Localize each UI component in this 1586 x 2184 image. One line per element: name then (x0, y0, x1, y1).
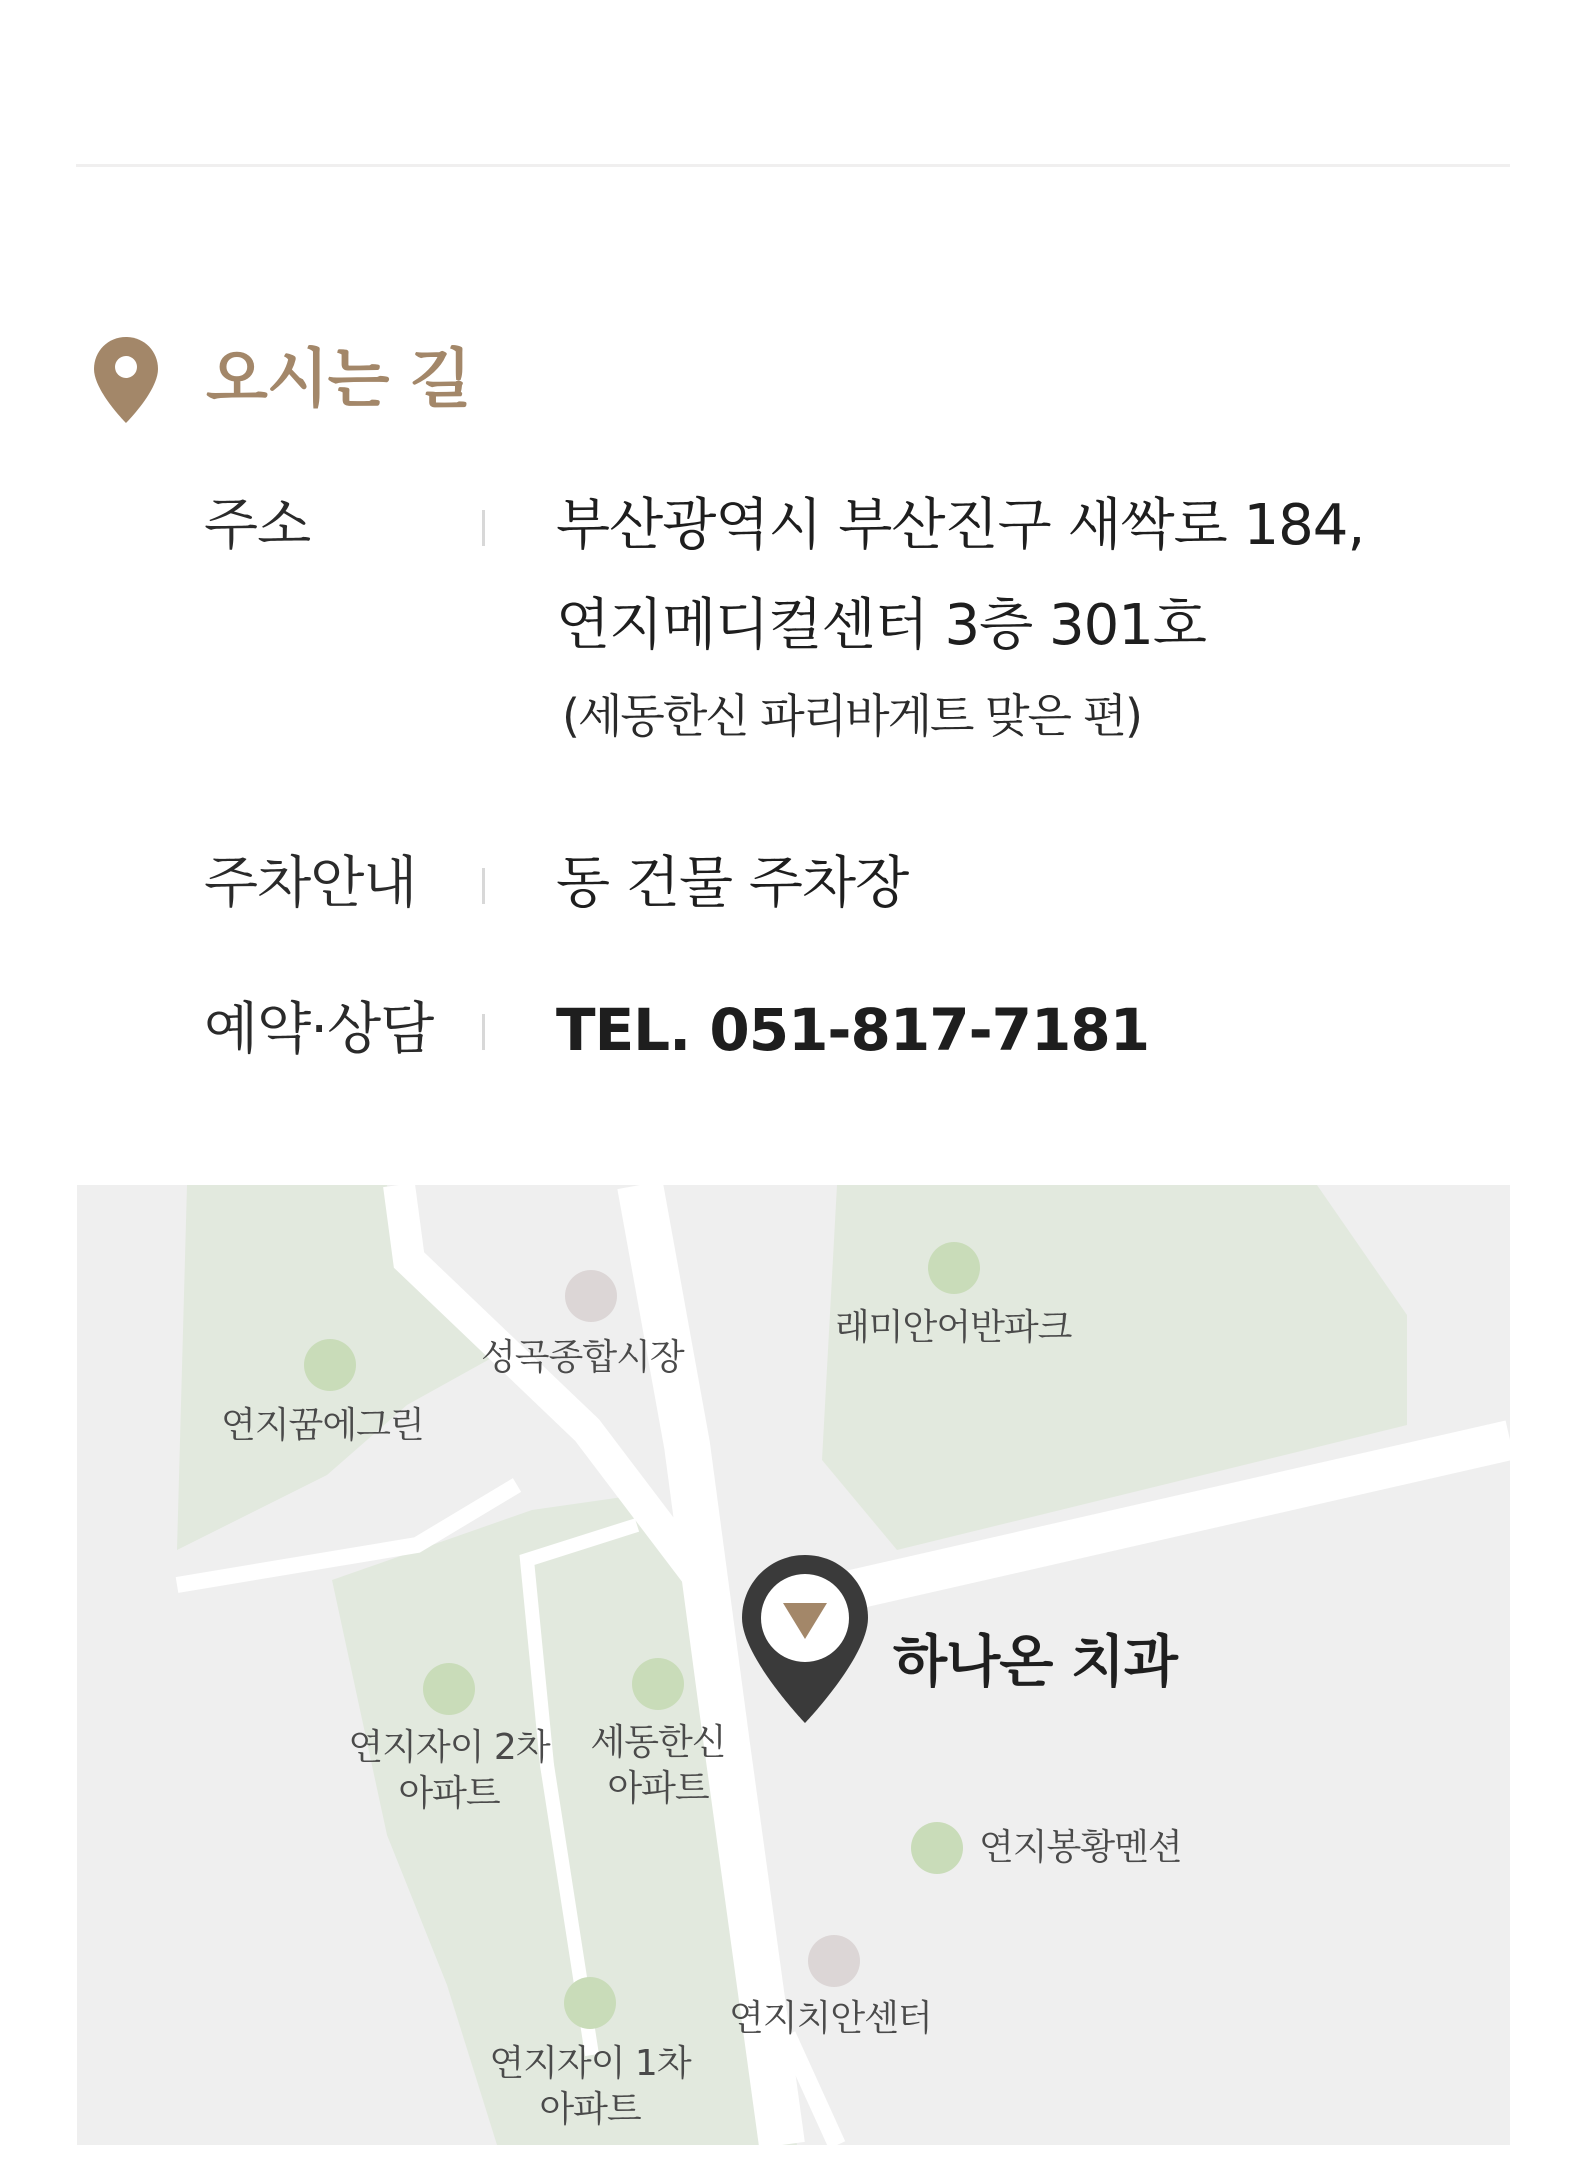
map-label-yeonji-xi-1 (486, 2041, 694, 2133)
reservation-label: 예약·상담 (204, 997, 434, 1062)
map-label-sedong (582, 1720, 734, 1812)
label-separator (482, 510, 485, 546)
map-label-line: 아파트 (539, 2089, 641, 2130)
phone-number-link[interactable]: TEL. 051-817-7181 (556, 996, 1150, 1064)
map-label-line: 아파트 (607, 1768, 709, 1809)
parking-label: 주차안내 (204, 851, 417, 916)
map-label-bonghwang: 연지봉황멘션 (979, 1827, 1182, 1868)
map-label-raemian: 래미안어반파크 (835, 1307, 1072, 1348)
apartment-marker (304, 1339, 356, 1391)
address-line-2: 연지메디컬센터 3층 301호 (556, 593, 1206, 658)
map-label-yeonji-xi-2 (345, 1725, 553, 1817)
address-line-1: 부산광역시 부산진구 새싹로 184, (556, 493, 1365, 558)
map-label-line: 연지자이 1차 (489, 2043, 691, 2084)
apartment-marker (423, 1663, 475, 1715)
location-pin-icon (92, 335, 160, 425)
facility-marker (808, 1935, 860, 1987)
apartment-marker (632, 1658, 684, 1710)
directions-header (92, 330, 471, 430)
map-clinic-name: 하나온 치과 (893, 1630, 1177, 1695)
label-separator (482, 868, 485, 904)
location-map[interactable] (77, 1185, 1510, 2145)
label-separator (482, 1014, 485, 1050)
apartment-marker (928, 1242, 980, 1294)
top-divider (76, 164, 1510, 167)
map-label-seonggok-market: 성곡종합시장 (481, 1337, 684, 1378)
map-label-line: 연지자이 2차 (348, 1727, 550, 1768)
page-title: 오시는 길 (206, 343, 471, 417)
map-label-line: 세동한신 (590, 1722, 726, 1763)
parking-value: 동 건물 주차장 (556, 851, 909, 916)
clinic-marker-icon[interactable] (740, 1553, 870, 1725)
facility-marker (565, 1270, 617, 1322)
map-label-yeonji-kkum: 연지꿈에그린 (221, 1405, 424, 1446)
address-value (556, 476, 1364, 756)
address-label: 주소 (204, 493, 311, 558)
address-note: (세동한신 파리바게트 맞은 편) (562, 689, 1141, 743)
map-label-line: 아파트 (398, 1773, 500, 1814)
apartment-marker (564, 1977, 616, 2029)
apartment-marker (911, 1822, 963, 1874)
map-label-chian-center: 연지치안센터 (729, 1998, 932, 2039)
